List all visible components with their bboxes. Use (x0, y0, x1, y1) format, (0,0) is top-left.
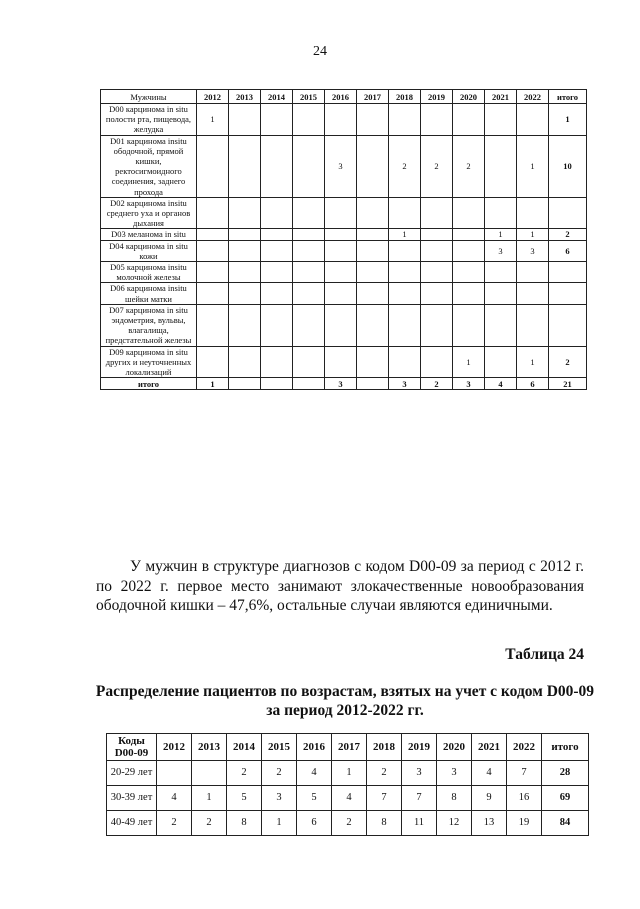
ages-cell: 2 (192, 811, 227, 836)
men-header-col: 2020 (453, 90, 485, 104)
men-table-row (101, 304, 587, 346)
men-cell (421, 240, 453, 261)
men-cell (357, 135, 389, 197)
men-row-total (549, 197, 587, 229)
men-cell (485, 135, 517, 197)
men-cell (357, 283, 389, 304)
ages-row-total: 69 (542, 786, 589, 811)
men-cell: 1 (517, 346, 549, 378)
men-table-row (101, 104, 587, 136)
men-row-total (549, 283, 587, 304)
ages-header-col: 2015 (262, 734, 297, 761)
men-cell: 3 (517, 240, 549, 261)
men-cell (453, 104, 485, 136)
ages-table-header-row (107, 734, 589, 761)
men-header-col: 2022 (517, 90, 549, 104)
table-caption: Распределение пациентов по возрастам, взятых на учет с кодом D00-09 за период 2012-2022 гг. (95, 683, 595, 719)
ages-table-row (107, 761, 589, 786)
ages-cell (192, 761, 227, 786)
men-cell (389, 304, 421, 346)
men-header-col: 2015 (293, 90, 325, 104)
men-cell (261, 304, 293, 346)
men-row-total: 6 (549, 240, 587, 261)
men-cell: 1 (517, 135, 549, 197)
men-total-cell (229, 378, 261, 390)
ages-cell: 3 (262, 786, 297, 811)
men-cell: 1 (197, 104, 229, 136)
men-header-col: 2016 (325, 90, 357, 104)
men-cell (357, 262, 389, 283)
men-total-cell: 21 (549, 378, 587, 390)
men-cell (453, 304, 485, 346)
ages-header-col: 2014 (227, 734, 262, 761)
men-cell (357, 197, 389, 229)
men-diagnosis-table (100, 89, 587, 390)
men-row-label: D01 карцинома insitu ободочной, прямой кишки, ректосигмоидного соединения, заднего прохода (101, 135, 197, 197)
ages-header-col: 2021 (472, 734, 507, 761)
men-table-row (101, 229, 587, 240)
men-cell (517, 104, 549, 136)
men-table-row (101, 240, 587, 261)
men-cell (261, 229, 293, 240)
men-total-label: итого (101, 378, 197, 390)
men-cell (261, 135, 293, 197)
men-header-col: 2012 (197, 90, 229, 104)
men-cell (357, 346, 389, 378)
ages-cell: 6 (297, 811, 332, 836)
ages-header-col: 2019 (402, 734, 437, 761)
men-total-cell: 2 (421, 378, 453, 390)
men-cell (293, 240, 325, 261)
men-cell (293, 304, 325, 346)
men-row-label: D02 карцинома insitu среднего уха и органов дыхания (101, 197, 197, 229)
men-cell: 2 (453, 135, 485, 197)
ages-cell: 9 (472, 786, 507, 811)
ages-cell: 1 (192, 786, 227, 811)
men-cell (389, 104, 421, 136)
men-total-cell (293, 378, 325, 390)
men-table-row (101, 135, 587, 197)
men-row-label: D07 карцинома in situ эндометрия, вульвы, влагалища, предстательной железы (101, 304, 197, 346)
ages-header-col: 2016 (297, 734, 332, 761)
page-number: 24 (313, 44, 327, 59)
ages-header-codes: Коды D00-09 (107, 734, 157, 761)
men-table-header-row (101, 90, 587, 104)
men-cell: 3 (485, 240, 517, 261)
men-cell: 2 (389, 135, 421, 197)
ages-cell: 2 (262, 761, 297, 786)
men-cell (389, 197, 421, 229)
ages-header-col: 2022 (507, 734, 542, 761)
men-cell (197, 262, 229, 283)
men-total-cell: 6 (517, 378, 549, 390)
ages-cell: 7 (402, 786, 437, 811)
ages-cell: 7 (507, 761, 542, 786)
men-cell (325, 240, 357, 261)
men-row-total: 1 (549, 104, 587, 136)
men-cell: 2 (421, 135, 453, 197)
ages-cell: 19 (507, 811, 542, 836)
men-cell (421, 304, 453, 346)
men-row-label: D03 меланома in situ (101, 229, 197, 240)
men-row-total: 2 (549, 229, 587, 240)
ages-cell: 3 (437, 761, 472, 786)
men-cell (261, 346, 293, 378)
men-header-col: 2018 (389, 90, 421, 104)
men-cell (197, 283, 229, 304)
ages-cell: 4 (297, 761, 332, 786)
men-cell: 1 (485, 229, 517, 240)
men-table-row (101, 197, 587, 229)
men-cell (389, 240, 421, 261)
ages-header-col: 2018 (367, 734, 402, 761)
men-cell (453, 262, 485, 283)
men-header-col: итого (549, 90, 587, 104)
ages-cell: 16 (507, 786, 542, 811)
men-cell (325, 229, 357, 240)
men-cell (325, 262, 357, 283)
ages-cell: 4 (472, 761, 507, 786)
ages-cell: 2 (332, 811, 367, 836)
men-cell (229, 104, 261, 136)
men-cell (421, 262, 453, 283)
men-cell (261, 283, 293, 304)
men-cell (197, 240, 229, 261)
men-cell (325, 197, 357, 229)
men-total-cell: 3 (389, 378, 421, 390)
men-total-row (101, 378, 587, 390)
men-total-cell: 4 (485, 378, 517, 390)
men-cell (485, 304, 517, 346)
men-row-label: D05 карцинома insitu молочной железы (101, 262, 197, 283)
ages-cell: 11 (402, 811, 437, 836)
ages-header-col: итого (542, 734, 589, 761)
men-header-col: 2021 (485, 90, 517, 104)
men-cell (293, 229, 325, 240)
men-row-label: D06 карцинома insitu шейки матки (101, 283, 197, 304)
men-cell (421, 104, 453, 136)
men-cell (453, 229, 485, 240)
ages-cell: 8 (227, 811, 262, 836)
age-distribution-table (106, 733, 589, 836)
men-header-col: 2014 (261, 90, 293, 104)
men-cell (197, 304, 229, 346)
men-cell (485, 346, 517, 378)
table-number: Таблица 24 (505, 646, 584, 663)
ages-row-total: 84 (542, 811, 589, 836)
men-cell (357, 229, 389, 240)
ages-header-col: 2017 (332, 734, 367, 761)
men-cell: 1 (517, 229, 549, 240)
men-header-col: 2013 (229, 90, 261, 104)
men-cell (293, 135, 325, 197)
ages-cell: 7 (367, 786, 402, 811)
ages-table-row (107, 811, 589, 836)
men-total-cell: 1 (197, 378, 229, 390)
men-cell (325, 104, 357, 136)
men-row-label: D09 карцинома in situ других и неуточненных локализаций (101, 346, 197, 378)
men-cell (517, 197, 549, 229)
ages-row-label: 20-29 лет (107, 761, 157, 786)
men-cell (229, 304, 261, 346)
men-cell (485, 104, 517, 136)
men-cell (389, 283, 421, 304)
ages-cell: 2 (157, 811, 192, 836)
ages-cell: 4 (332, 786, 367, 811)
men-cell (293, 283, 325, 304)
men-cell (517, 283, 549, 304)
ages-cell: 2 (227, 761, 262, 786)
men-table-row (101, 262, 587, 283)
men-cell: 3 (325, 135, 357, 197)
men-cell (229, 135, 261, 197)
men-cell (325, 283, 357, 304)
men-row-total (549, 262, 587, 283)
ages-header-col: 2020 (437, 734, 472, 761)
ages-cell: 1 (332, 761, 367, 786)
ages-table-row (107, 786, 589, 811)
ages-row-total: 28 (542, 761, 589, 786)
ages-row-label: 30-39 лет (107, 786, 157, 811)
men-table-row (101, 283, 587, 304)
men-total-cell: 3 (325, 378, 357, 390)
ages-cell: 12 (437, 811, 472, 836)
men-cell (357, 304, 389, 346)
men-cell: 1 (389, 229, 421, 240)
men-row-total: 2 (549, 346, 587, 378)
men-cell (197, 197, 229, 229)
summary-paragraph: У мужчин в структуре диагнозов с кодом D00-09 за период с 2012 г. по 2022 г. первое место занимают злокачественные новообразования ободочной кишки – 47,6%, остальные случаи являются единичными. (96, 558, 584, 614)
ages-cell: 13 (472, 811, 507, 836)
men-row-label: D00 карцинома in situ полости рта, пищевода, желудка (101, 104, 197, 136)
men-total-cell (261, 378, 293, 390)
men-cell (197, 346, 229, 378)
men-total-cell: 3 (453, 378, 485, 390)
men-cell (421, 283, 453, 304)
men-cell: 1 (453, 346, 485, 378)
men-cell (197, 135, 229, 197)
men-cell (517, 262, 549, 283)
men-cell (421, 346, 453, 378)
men-row-total (549, 304, 587, 346)
men-cell (197, 229, 229, 240)
ages-cell: 1 (262, 811, 297, 836)
ages-cell: 3 (402, 761, 437, 786)
ages-cell: 8 (367, 811, 402, 836)
ages-header-col: 2012 (157, 734, 192, 761)
men-cell (485, 283, 517, 304)
men-cell (229, 240, 261, 261)
men-cell (389, 346, 421, 378)
men-cell (229, 346, 261, 378)
men-cell (261, 104, 293, 136)
men-cell (485, 262, 517, 283)
men-cell (357, 240, 389, 261)
ages-cell: 5 (297, 786, 332, 811)
men-total-cell (357, 378, 389, 390)
men-row-label: D04 карцинома in situ кожи (101, 240, 197, 261)
men-cell (229, 283, 261, 304)
ages-header-col: 2013 (192, 734, 227, 761)
men-cell (485, 197, 517, 229)
men-cell (229, 229, 261, 240)
men-cell (261, 197, 293, 229)
men-cell (293, 262, 325, 283)
men-cell (453, 283, 485, 304)
men-header-rowlabel: Мужчины (101, 90, 197, 104)
ages-cell (157, 761, 192, 786)
men-cell (389, 262, 421, 283)
ages-row-label: 40-49 лет (107, 811, 157, 836)
men-cell (325, 304, 357, 346)
men-cell (453, 197, 485, 229)
men-cell (261, 240, 293, 261)
men-cell (293, 197, 325, 229)
men-table-row (101, 346, 587, 378)
ages-cell: 5 (227, 786, 262, 811)
men-cell (421, 229, 453, 240)
men-cell (453, 240, 485, 261)
men-header-col: 2017 (357, 90, 389, 104)
ages-cell: 2 (367, 761, 402, 786)
men-cell (293, 104, 325, 136)
men-cell (229, 197, 261, 229)
men-cell (293, 346, 325, 378)
men-row-total: 10 (549, 135, 587, 197)
men-cell (517, 304, 549, 346)
ages-cell: 4 (157, 786, 192, 811)
men-cell (261, 262, 293, 283)
men-cell (325, 346, 357, 378)
men-cell (421, 197, 453, 229)
men-header-col: 2019 (421, 90, 453, 104)
men-cell (229, 262, 261, 283)
ages-cell: 8 (437, 786, 472, 811)
men-cell (357, 104, 389, 136)
